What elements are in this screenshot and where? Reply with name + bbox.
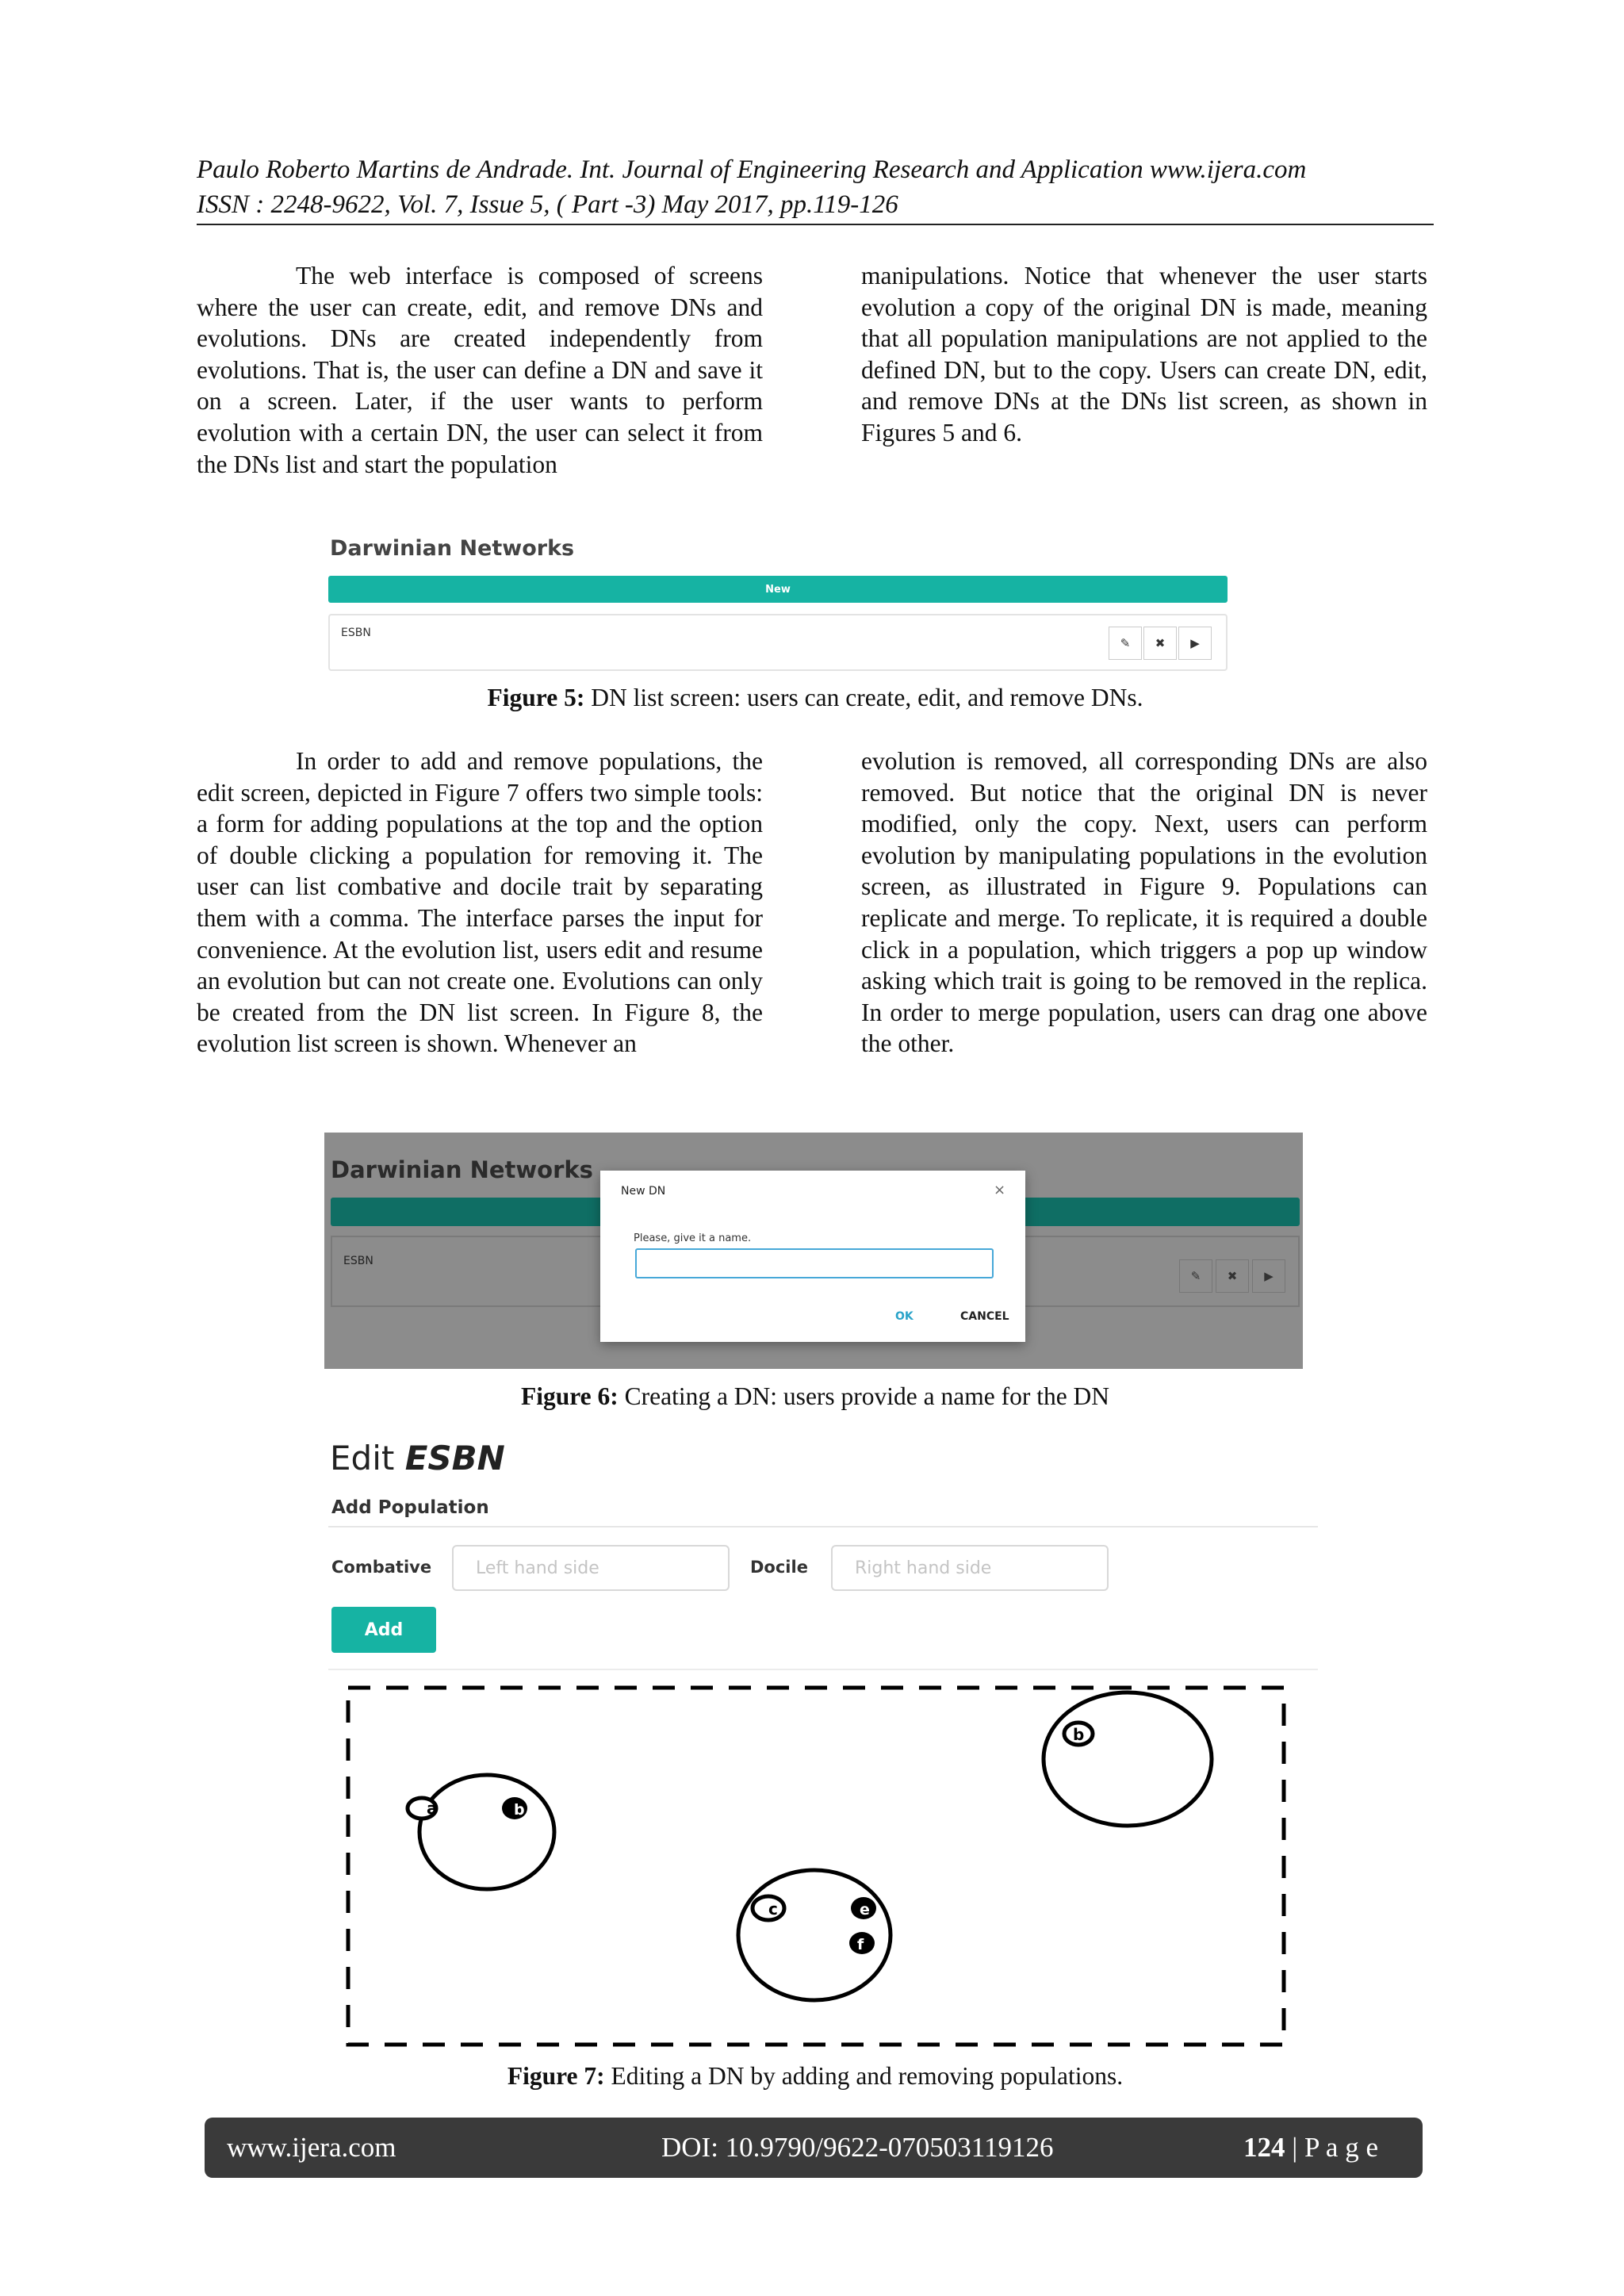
paragraph: manipulations. Notice that whenever the user starts evolution a copy of the original DN is made, meaning that all population manipulations are not applied to the defined DN, but to the copy. Users can create DN, edit, and remove DNs at the DNs list screen, as shown in Figures 5 and 6. (861, 262, 1427, 447)
dn-item-actions (1109, 627, 1212, 660)
add-population-heading: Add Population (331, 1497, 489, 1518)
trait-label: b (514, 1801, 525, 1819)
figure-7-caption (197, 2060, 1434, 2092)
caption-text: Editing a DN by adding and removing populations. (604, 2062, 1124, 2090)
combative-label: Combative (331, 1558, 432, 1577)
play-icon[interactable]: ▶ (1178, 627, 1212, 660)
cancel-button[interactable]: CANCEL (960, 1310, 1009, 1323)
section1-right-column (861, 260, 1427, 449)
header-line-1: Paulo Roberto Martins de Andrade. Int. Journal of Engineering Research and Application www.ijera.com (197, 155, 1307, 184)
dn-name-input[interactable] (635, 1248, 994, 1278)
dn-list-item[interactable] (328, 614, 1228, 671)
trait-label: b (1073, 1725, 1085, 1744)
figure-5-caption (197, 682, 1434, 714)
page-number: 124 (1243, 2132, 1285, 2163)
running-header (197, 152, 1434, 222)
title-prefix: Edit (330, 1439, 405, 1478)
section2-right-column (861, 746, 1427, 1060)
footer-site: www.ijera.com (227, 2132, 396, 2163)
new-dn-button[interactable]: New (328, 576, 1228, 603)
trait-label: c (768, 1899, 778, 1918)
page-footer (205, 2118, 1423, 2178)
divider (328, 1669, 1318, 1670)
trait-label: f (857, 1936, 864, 1953)
trait-label: e (860, 1901, 870, 1918)
paragraph: In order to add and remove populations, the edit screen, depicted in Figure 7 offers two simple tools: a form for adding populations at the top and the option of double clicking a population for removing it. The user can list combative and docile trait by separating them with a comma. The interface parses the input for convenience. At the evolution list, users edit and resume an evolution but can not create one. Evolutions can only be created from the DN list screen. In Figure 8, the evolution list screen is shown. Whenever an (197, 747, 763, 1058)
close-icon[interactable]: ✖ (1216, 1259, 1249, 1293)
figure-6-caption (197, 1381, 1434, 1412)
paragraph: The web interface is composed of screens where the user can create, edit, and remove DNs and evolutions. DNs are created independently from evolutions. That is, the user can define a DN and save it on a screen. Later, if the user wants to perform evolution with a certain DN, the user can select it from the DNs list and start the population (197, 262, 763, 478)
population-circle (419, 1775, 554, 1889)
figure-7 (328, 1428, 1320, 2062)
new-dn-dialog (600, 1171, 1025, 1342)
trait-label: a (427, 1799, 438, 1818)
page-label: | P a g e (1285, 2132, 1378, 2163)
dn-item-actions (1179, 1259, 1290, 1293)
population-canvas[interactable] (328, 1681, 1320, 2054)
population-circle (1044, 1692, 1212, 1826)
section1-left-column (197, 260, 763, 480)
figure-5 (328, 531, 1229, 674)
docile-label: Docile (750, 1558, 808, 1577)
caption-text: Creating a DN: users provide a name for the DN (618, 1382, 1110, 1410)
caption-text: DN list screen: users can create, edit, and remove DNs. (584, 684, 1143, 711)
footer-page (1243, 2132, 1378, 2164)
dn-item-name: ESBN (343, 1255, 373, 1267)
close-icon[interactable]: × (994, 1182, 1006, 1198)
app-title: Darwinian Networks (330, 536, 575, 561)
section2-left-column (197, 746, 763, 1060)
header-line-2: ISSN : 2248-9622, Vol. 7, Issue 5, ( Part -3) May 2017, pp.119-126 (197, 190, 898, 219)
divider (328, 1526, 1318, 1527)
docile-input[interactable]: Right hand side (831, 1545, 1109, 1591)
header-rule (197, 224, 1434, 225)
footer-doi: DOI: 10.9790/9622-070503119126 (661, 2132, 1054, 2163)
edit-icon[interactable]: ✎ (1109, 627, 1142, 660)
dialog-prompt: Please, give it a name. (634, 1232, 752, 1244)
add-button[interactable]: Add (331, 1607, 436, 1653)
canvas-border (348, 1688, 1284, 2045)
edit-icon[interactable]: ✎ (1179, 1259, 1212, 1293)
caption-label: Figure 6: (520, 1382, 619, 1410)
page-title (330, 1439, 505, 1478)
close-icon[interactable]: ✖ (1143, 627, 1177, 660)
paragraph: evolution is removed, all corresponding DNs are also removed. But notice that the original DN is never modified, only the copy. Next, users can perform evolution by manipulating populations in the evolution screen, as illustrated in Figure 9. Populations can replicate and merge. To replicate, it is required a double click in a population, which triggers a pop up window asking which trait is going to be removed in the replica. In order to merge population, users can drag one above the other. (861, 747, 1427, 1058)
dialog-title: New DN (621, 1185, 666, 1198)
dn-item-name: ESBN (341, 627, 371, 639)
ok-button[interactable]: OK (895, 1310, 914, 1323)
caption-label: Figure 5: (487, 684, 585, 711)
figure-6 (324, 1133, 1303, 1369)
app-title: Darwinian Networks (331, 1156, 593, 1183)
title-name: ESBN (404, 1439, 505, 1478)
caption-label: Figure 7: (507, 2062, 605, 2090)
play-icon[interactable]: ▶ (1252, 1259, 1285, 1293)
combative-input[interactable]: Left hand side (452, 1545, 730, 1591)
